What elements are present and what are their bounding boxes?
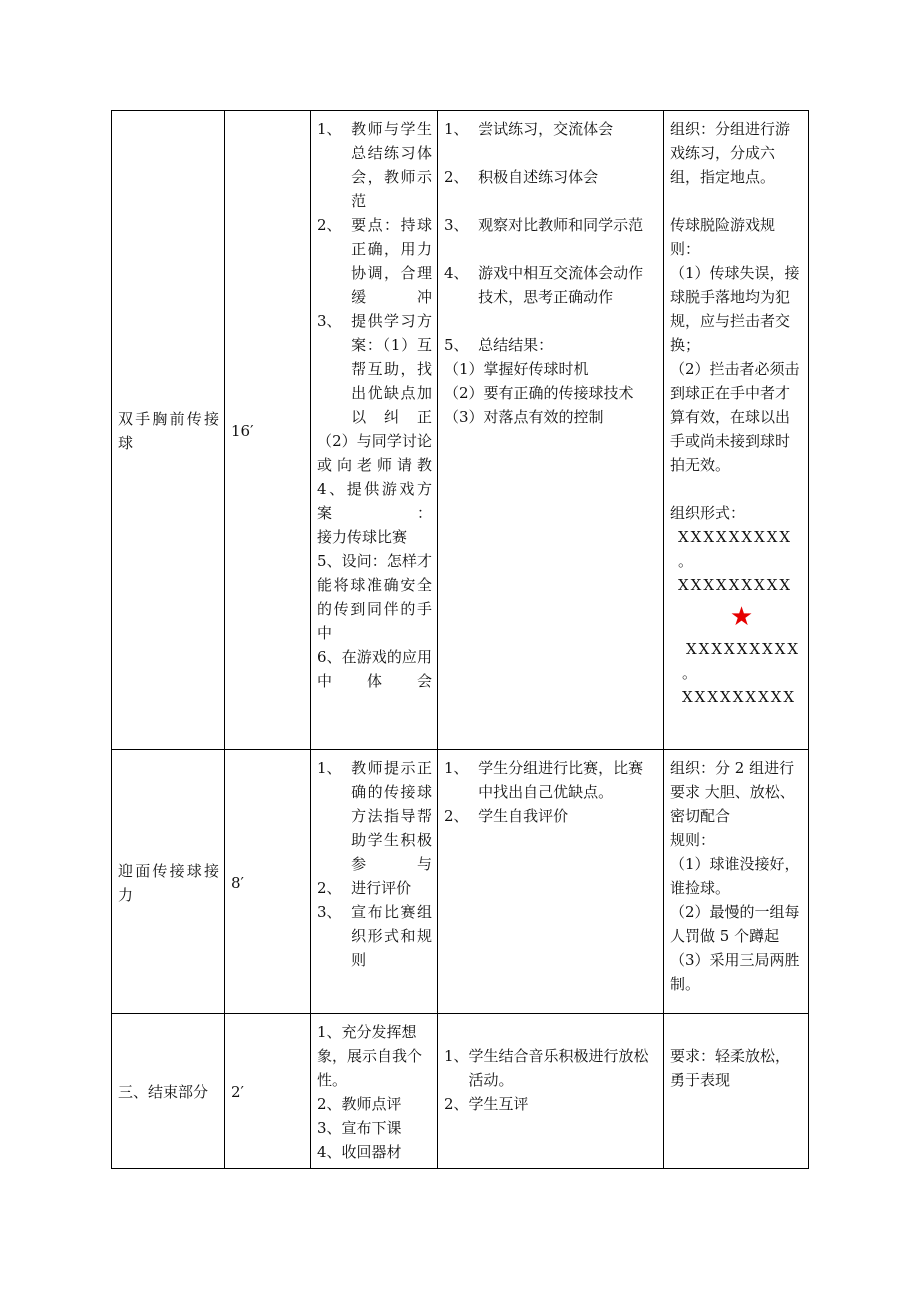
list-item: 1、 教师与学生总结练习体会，教师示范 bbox=[317, 120, 432, 210]
content-name: 双手胸前传接球 bbox=[118, 410, 219, 452]
org-paragraph: 传球脱险游戏规则： bbox=[670, 216, 776, 258]
list-item: 2、 积极自述练习体会 bbox=[444, 168, 599, 186]
table-row bbox=[112, 111, 809, 750]
content-cell bbox=[112, 750, 225, 1014]
org-paragraph: （3）采用三局两胜制。 bbox=[670, 951, 800, 993]
org-paragraph: 要求：轻柔放松，勇于表现 bbox=[670, 1047, 791, 1089]
table-row bbox=[112, 750, 809, 1014]
star-icon: ★ bbox=[729, 602, 754, 632]
formation-dot: 。 bbox=[678, 552, 696, 570]
list-item: 1、 学生结合音乐积极进行放松活动。 bbox=[444, 1047, 649, 1089]
list-item: 5、设问：怎样才能将球准确安全的传到同伴的手中 bbox=[317, 552, 432, 642]
list-item: 2、教师点评 bbox=[317, 1095, 402, 1113]
list-item: （3）对落点有效的控制 bbox=[444, 408, 604, 426]
teacher-activity-cell bbox=[311, 111, 438, 750]
formation-row: XXXXXXXXX bbox=[682, 688, 797, 706]
time-cell bbox=[225, 750, 311, 1014]
formation-row: XXXXXXXXX bbox=[678, 576, 793, 594]
time-value: 8′ bbox=[231, 873, 244, 892]
org-paragraph: 组织：分组进行游戏练习，分成六组，指定地点。 bbox=[670, 120, 791, 186]
list-item: 2、 进行评价 bbox=[317, 879, 412, 897]
table-row bbox=[112, 1014, 809, 1169]
formation-label: 组织形式： bbox=[670, 504, 746, 522]
list-item: 接力传球比赛 bbox=[317, 528, 408, 546]
time-cell bbox=[225, 111, 311, 750]
org-paragraph: 组织：分 2 组进行要求 大胆、放松、密切配合 bbox=[670, 759, 795, 825]
organization-cell bbox=[664, 1014, 809, 1169]
time-value: 16′ bbox=[231, 422, 254, 440]
list-item: （2）与同学讨论或向老师请教 bbox=[317, 432, 432, 474]
org-paragraph: （2）最慢的一组每人罚做 5 个蹲起 bbox=[670, 903, 800, 945]
content-cell bbox=[112, 111, 225, 750]
list-item: 1、充分发挥想象，展示自我个性。 bbox=[317, 1023, 423, 1089]
formation-row: XXXXXXXXX bbox=[678, 528, 793, 546]
list-item: （1）掌握好传球时机 bbox=[444, 360, 589, 378]
list-item: 1、 教师提示正确的传接球方法指导帮助学生积极参与 bbox=[317, 759, 432, 873]
list-item: 4、提供游戏方案： bbox=[317, 480, 432, 522]
time-cell bbox=[225, 1014, 311, 1169]
list-item: （2）要有正确的传接球技术 bbox=[444, 384, 634, 402]
list-item: 3、 提供学习方案：（1）互帮互助，找出优缺点加以纠正 bbox=[317, 312, 432, 426]
content-name: 三、结束部分 bbox=[118, 1083, 209, 1101]
lesson-plan-table bbox=[111, 110, 809, 1169]
organization-cell bbox=[664, 750, 809, 1014]
list-item: 3、宣布下课 bbox=[317, 1119, 402, 1137]
list-item: 4、收回器材 bbox=[317, 1143, 402, 1161]
list-item: 1、 尝试练习，交流体会 bbox=[444, 120, 614, 138]
org-paragraph: （1）传球失误，接球脱手落地均为犯规，应与拦击者交换； bbox=[670, 264, 800, 354]
list-item: 2、 学生自我评价 bbox=[444, 807, 569, 825]
formation-row: XXXXXXXXX bbox=[686, 640, 801, 658]
list-item: 2、 学生互评 bbox=[444, 1095, 529, 1113]
list-item: 4、 游戏中相互交流体会动作技术，思考正确动作 bbox=[444, 264, 644, 306]
organization-cell bbox=[664, 111, 809, 750]
list-item: 2、 要点：持球正确，用力协调，合理缓冲 bbox=[317, 216, 432, 306]
list-item: 6、在游戏的应用中体会 bbox=[317, 648, 432, 690]
student-activity-cell bbox=[438, 750, 664, 1014]
student-activity-cell bbox=[438, 1014, 664, 1169]
list-item: 3、 宣布比赛组织形式和规则 bbox=[317, 903, 432, 969]
content-cell bbox=[112, 1014, 225, 1169]
teacher-activity-cell bbox=[311, 1014, 438, 1169]
list-item: 3、 观察对比教师和同学示范 bbox=[444, 216, 644, 234]
org-paragraph: 规则： bbox=[670, 831, 716, 849]
teacher-activity-cell bbox=[311, 750, 438, 1014]
list-item: 5、 总结结果： bbox=[444, 336, 554, 354]
org-paragraph: （2）拦击者必须击到球正在手中者才算有效，在球以出手或尚未接到球时拍无效。 bbox=[670, 360, 800, 474]
org-paragraph: （1）球谁没接好，谁捡球。 bbox=[670, 855, 800, 897]
time-value: 2′ bbox=[231, 1083, 244, 1101]
formation-dot: 。 bbox=[682, 664, 700, 682]
student-activity-cell bbox=[438, 111, 664, 750]
content-name: 迎面传接球接力 bbox=[118, 861, 219, 904]
list-item: 1、 学生分组进行比赛，比赛中找出自己优缺点。 bbox=[444, 759, 644, 801]
